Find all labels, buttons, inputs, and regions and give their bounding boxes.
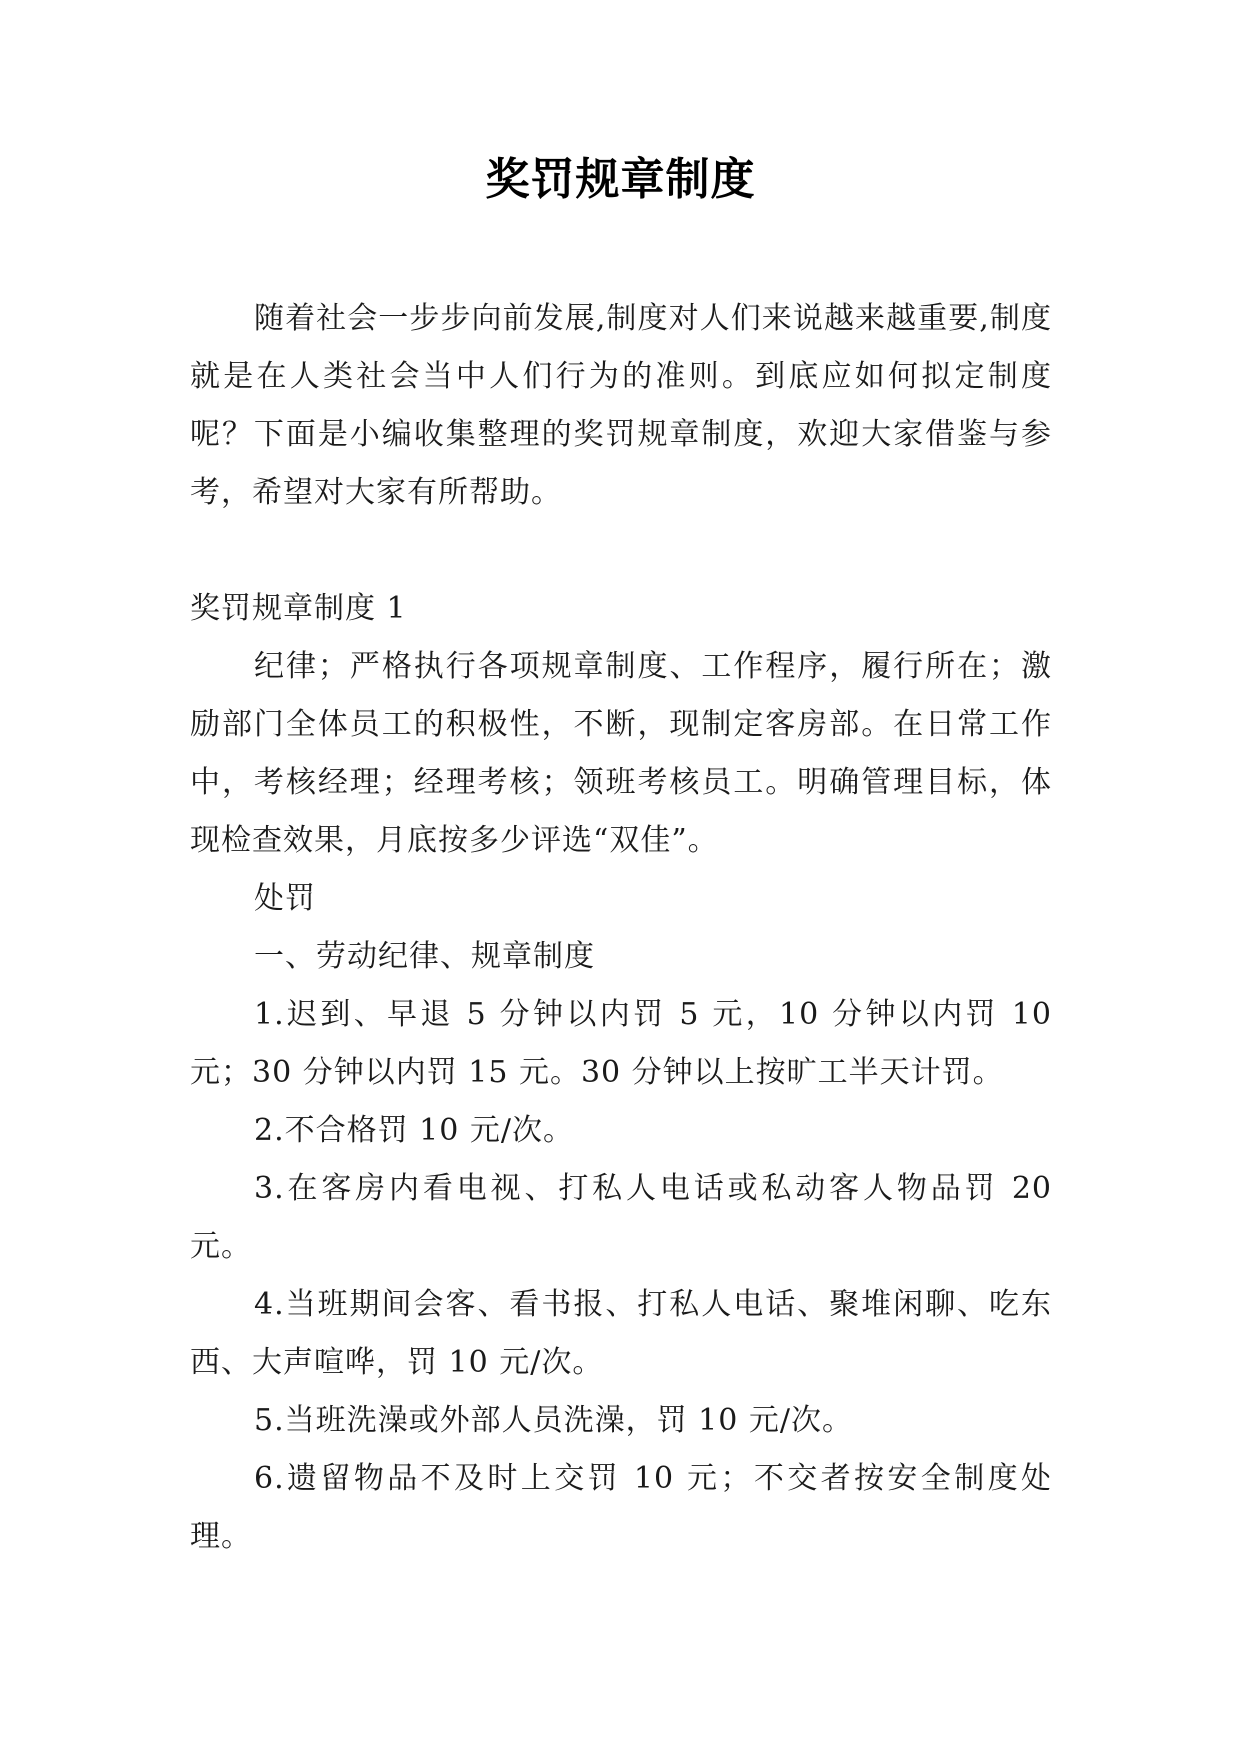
document-title: 奖罚规章制度 xyxy=(485,154,756,205)
section-heading: 奖罚规章制度 1 xyxy=(190,591,407,626)
rule-item: 4.当班期间会客、看书报、打私人电话、聚堆闲聊、吃东西、大声喧哗，罚 10 元/次。 xyxy=(190,1287,1052,1380)
document-body xyxy=(190,290,1052,1566)
rule-item: 5.当班洗澡或外部人员洗澡，罚 10 元/次。 xyxy=(254,1403,853,1438)
rule-item: 2.不合格罚 10 元/次。 xyxy=(254,1113,574,1148)
rule-item: 6.遗留物品不及时上交罚 10 元；不交者按安全制度处理。 xyxy=(190,1461,1052,1554)
subsection-heading: 一、劳动纪律、规章制度 xyxy=(254,939,595,974)
section-paragraph: 纪律；严格执行各项规章制度、工作程序，履行所在；激励部门全体员工的积极性，不断，现制定客房部。在日常工作中，考核经理；经理考核；领班考核员工。明确管理目标，体现检查效果，月底按多少评选“双佳”。 xyxy=(190,649,1052,858)
intro-paragraph: 随着社会一步步向前发展,制度对人们来说越来越重要,制度就是在人类社会当中人们行为的准则。到底应如何拟定制度呢？下面是小编收集整理的奖罚规章制度，欢迎大家借鉴与参考，希望对大家有所帮助。 xyxy=(190,301,1052,510)
punishment-label: 处罚 xyxy=(254,881,316,916)
rule-item: 3.在客房内看电视、打私人电话或私动客人物品罚 20 元。 xyxy=(190,1171,1052,1264)
rule-item: 1.迟到、早退 5 分钟以内罚 5 元，10 分钟以内罚 10 元；30 分钟以内罚 15 元。30 分钟以上按旷工半天计罚。 xyxy=(190,997,1052,1090)
